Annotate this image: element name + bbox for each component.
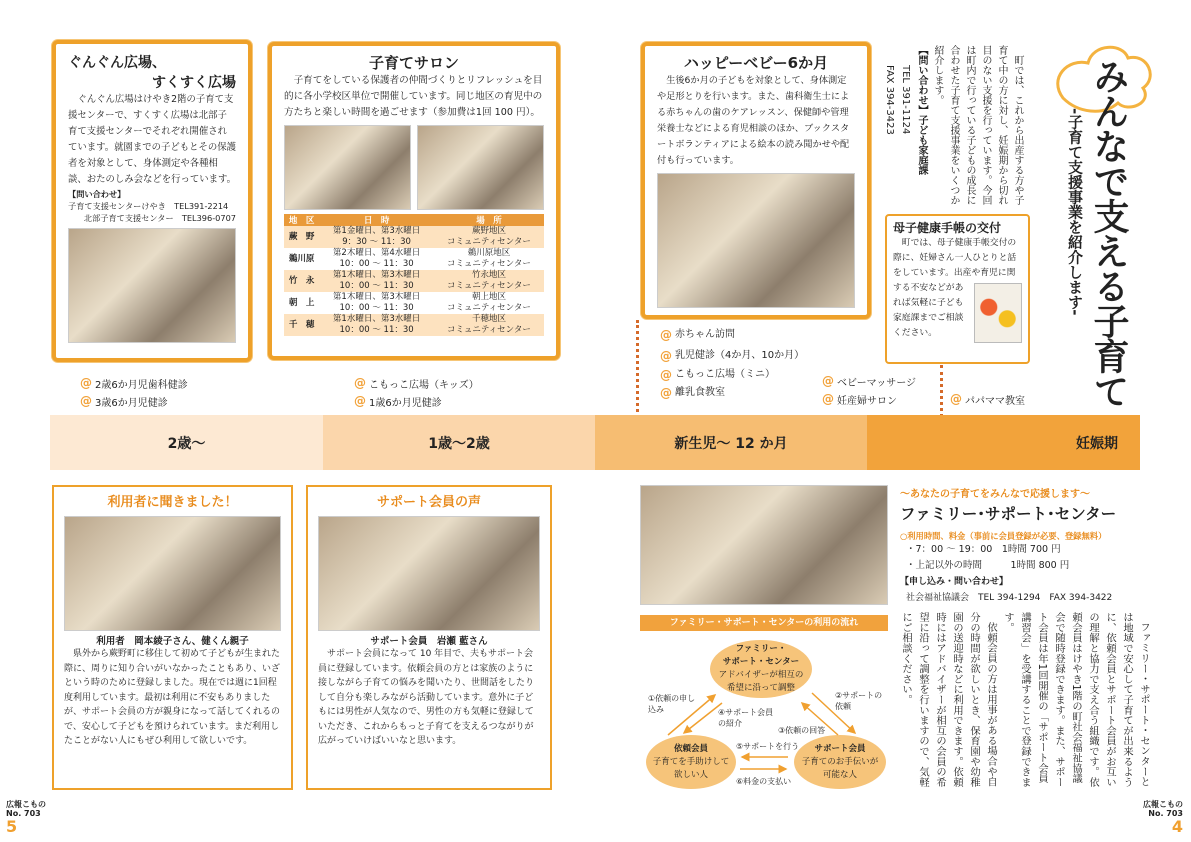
place-text: 朝上地区: [471, 292, 506, 302]
header-date: 日 時: [319, 214, 434, 226]
salon-body: 子育てをしている保護者の仲間づくりとリフレッシュを目的に各小学校区単位で開催しています。同じ地区の育児中の方たちと楽しい時間を過ごせます（参加費は1回 100 円）。: [284, 75, 543, 118]
place-text: 竹永地区: [471, 270, 506, 280]
user-voice-title: 利用者に聞きました！: [107, 495, 238, 510]
date-cell: [319, 270, 434, 292]
user-body: 県外から蕨野町に移住して初めて子どもが生まれた際に、周りに知り合いがいなかったこともあり、いざという時のために登録しました。現在では週に1回程度利用しています。最初は利用に不安もありましたが、サポート会員の方が親身になって話してくれるので、安心して子どもを預けられています。まだ利用したことがない人にもぜひ利用して欲しいです。: [64, 649, 281, 746]
flow-req-line: 欲しい人: [673, 769, 708, 780]
at-icon: @: [80, 394, 92, 408]
at-icon: @: [354, 376, 366, 390]
fsc-title: ファミリー･サポート･センター: [900, 505, 1117, 523]
footer-left-page: 5: [6, 817, 18, 836]
bullet-label: パパママ教室: [965, 395, 1025, 407]
bullets-age1: [354, 374, 479, 410]
area-cell: 朝 上: [288, 297, 315, 308]
salon-photo-1: [284, 125, 411, 210]
time-text: 10：00 ～ 11：30: [339, 303, 414, 313]
table-row: [284, 248, 544, 270]
fsc-fee-label: ○利用時間、料金（事前に会員登録が必要、登録無料）: [900, 531, 1107, 541]
fsc-body-2: 依頼会員の方は用事がある場合や自分の時間が欲しいとき、保育園や幼稚園の送迎時などに利用できます。依頼時にはアドバイザーが相互の会員の希望に沿って調整を行いますので、気軽にご相談ください。: [900, 612, 997, 788]
bullet-label: 3歳6か月児健診: [95, 397, 168, 409]
table-row: [284, 292, 544, 314]
page-subtitle: -子育て支援事業を紹介します-: [1066, 108, 1084, 316]
fsc-contact-label: 【申し込み・問い合わせ】: [900, 577, 1009, 587]
timeline-pregnancy: 妊娠期: [867, 415, 1140, 470]
supporter-voice-box: [306, 485, 552, 790]
place-text: 千穂地区: [471, 314, 506, 324]
place-text-2: コミュニティセンター: [447, 303, 531, 313]
intro-tel: TEL 391-1124: [900, 65, 911, 135]
at-icon: @: [660, 327, 672, 342]
at-icon: @: [822, 374, 834, 388]
supporter-photo: [318, 516, 540, 631]
fsc-contact: 社会福祉協議会 TEL 394-1294 FAX 394-3422: [906, 593, 1113, 603]
gungun-photo: [68, 228, 236, 343]
gungun-body: ぐんぐん広場はけやき2階の子育て支援センターで、すくすく広場は北部子育て支援センターでそれぞれ開催されています。就園までの子どもとその保護者を対象として、身体測定や各種相談、おたのしみ会などを行っています。: [68, 94, 237, 185]
place-cell: [434, 314, 544, 336]
flow-step-5: ⑤サポートを行う: [736, 742, 800, 751]
salon-title: 子育てサロン: [368, 54, 459, 72]
bullet-label: ベビーマッサージ: [837, 377, 916, 389]
flow-center-line: 希望に沿って調整: [726, 683, 795, 693]
boshi-title: 母子健康手帳の交付: [893, 221, 1002, 235]
area-cell: 千 穂: [284, 314, 319, 336]
bullet-item: [354, 374, 479, 392]
bullet-item: [822, 390, 916, 408]
timeline-age1: 1歳～2歳: [323, 415, 595, 470]
date-cell: [319, 226, 434, 248]
time-text: 10：00 ～ 11：30: [339, 325, 414, 335]
salon-photo-2: [417, 125, 544, 210]
gungun-title-1: ぐんぐん広場、: [68, 55, 166, 71]
fsc-body-1: ファミリー・サポート・センターとは地域で安心して子育てが出来るように、依頼会員とサポート会員がお互いの理解と協力で支え合う組織です。依頼会員はけやき1階の町社会福祉協議会で随時登録できます。また、サポート会員は年1回開催の「サポート会員講習会」を受講することで登録できます。: [1002, 612, 1150, 788]
flow-step-3: ③依頼の回答: [778, 726, 826, 735]
date-text: 第1木曜日、第3木曜日: [332, 292, 421, 302]
happy-baby-box: [641, 42, 871, 319]
time-text: 10：00 ～ 11：30: [339, 281, 414, 291]
happy-baby-body: 生後6か月の子どもを対象として、身体測定や足形とりを行います。また、歯科衛生士による赤ちゃんの歯のケアレッスン、保健師や管理栄養士などによる育児相談のほか、ブックスタートボランティアによる絵本の読み聞かせや配付も行っています。: [657, 75, 850, 166]
at-icon: @: [660, 368, 672, 382]
gungun-title-2: すくすく広場: [152, 75, 236, 91]
timeline-age2: 2歳～: [50, 415, 323, 470]
flow-step-1: ①依頼の申し込み: [648, 694, 696, 714]
area-cell: 鵜川原: [288, 253, 315, 264]
area-cell: 竹 永: [284, 270, 319, 292]
user-photo: [64, 516, 281, 631]
fsc-fee-1: ・7：00 ～ 19：00 1時間 700 円: [906, 544, 1061, 555]
bullet-label: こもっこ広場（ミニ）: [675, 369, 775, 380]
bullet-item: [950, 390, 1025, 408]
header-place: 場 所: [434, 214, 544, 226]
date-cell: [319, 314, 434, 336]
footer-right: [1143, 800, 1183, 836]
gungun-box: [52, 40, 252, 362]
boshi-content: [893, 236, 1022, 343]
gungun-contact-1: 子育て支援センターけやき TEL391-2214: [68, 201, 229, 211]
salon-box: [268, 42, 560, 360]
at-icon: @: [80, 376, 92, 390]
user-voice-box: [52, 485, 293, 790]
date-text: 第1金曜日、第3水曜日: [332, 226, 421, 236]
bullet-item: [660, 366, 804, 384]
footer-left: [6, 800, 46, 836]
flow-center-line: ファミリー・: [735, 644, 787, 654]
bullets-preg: [950, 390, 1025, 408]
date-cell: [319, 248, 434, 270]
place-text-2: コミュニティセンター: [447, 281, 531, 291]
flow-step-4: ④サポート会員の紹介: [718, 708, 774, 728]
bullet-item: [354, 392, 479, 410]
place-text-2: コミュニティセンター: [447, 259, 531, 269]
at-icon: @: [354, 394, 366, 408]
fsc-fee-2: ・上記以外の時間 1時間 800 円: [906, 560, 1070, 571]
header-area: 地 区: [284, 214, 319, 226]
bullet-item: [822, 372, 916, 390]
supporter-caption: サポート会員 岩瀬 藍さん: [370, 636, 488, 647]
table-row: [284, 270, 544, 292]
intro-text: 町では、これから出産する方や子育て中の方に対し、妊娠期から切れ目のない支援を行っています。今回は町内で行っている子どもの成長に合わせた子育て支援事業をいくつか紹介します。: [932, 45, 1023, 205]
flow-req-line: 依頼会員: [673, 743, 708, 754]
boshi-box: [885, 214, 1030, 364]
flow-step-2: ②サポートの依頼: [835, 691, 883, 711]
time-text: 9：30 ～ 11：30: [342, 237, 411, 247]
happy-baby-title: ハッピーベビー6か月: [683, 54, 829, 72]
table-row: [284, 314, 544, 336]
date-text: 第1木曜日、第3木曜日: [332, 270, 421, 280]
flow-sup-line: 子育てのお手伝いが: [801, 756, 879, 767]
footer-left-magazine: 広報こもの: [6, 800, 46, 809]
flow-step-6: ⑥料金の支払い: [736, 777, 792, 786]
bullets-age2: [80, 374, 188, 410]
place-text-2: コミュニティセンター: [447, 237, 531, 247]
fsc-flow-diagram: [640, 615, 888, 790]
footer-right-magazine: 広報こもの: [1143, 800, 1183, 809]
salon-schedule-table: [284, 214, 544, 336]
gungun-contact-2: 北部子育て支援センター TEL396-0707: [83, 213, 236, 223]
bullet-label: こもっこ広場（キッズ）: [369, 379, 479, 391]
bullet-label: 乳児健診（4か月、10か月）: [675, 349, 805, 361]
footer-right-issue: No. 703: [1148, 809, 1183, 818]
intro-fax: FAX 394-3423: [884, 65, 895, 135]
date-text: 第2木曜日、第4水曜日: [332, 248, 421, 258]
flow-title: ファミリー・サポート・センターの利用の流れ: [640, 615, 888, 631]
intro: [885, 45, 1025, 205]
at-icon: @: [660, 386, 672, 400]
happy-baby-photo: [657, 173, 855, 308]
place-cell: [434, 248, 544, 270]
bullet-label: 赤ちゃん訪問: [675, 328, 735, 340]
place-text: 蕨野地区: [471, 226, 506, 236]
footer-left-issue: No. 703: [6, 809, 41, 818]
footer-right-page: 4: [1171, 817, 1183, 836]
date-cell: [319, 292, 434, 314]
supporter-voice-title: サポート会員の声: [376, 495, 481, 510]
bullet-item: [80, 392, 188, 410]
fsc-info: [900, 485, 1150, 603]
place-cell: [434, 270, 544, 292]
bullet-label: 2歳6か月児歯科健診: [95, 379, 188, 391]
timeline-newborn: 新生児～ 12 か月: [595, 415, 867, 470]
boshi-body: 町では、母子健康手帳交付の際に、妊婦さん一人ひとりと話をしています。出産や育児に関する不安などがあれば気軽に子ども家庭課までご相談ください。: [893, 238, 1017, 338]
flow-sup-line: 可能な人: [822, 769, 857, 780]
place-cell: [434, 226, 544, 248]
bullets-newborn-2: [822, 372, 916, 408]
place-text-2: コミュニティセンター: [447, 325, 531, 335]
bullet-item: [660, 345, 804, 366]
flow-sup-line: サポート会員: [814, 743, 866, 754]
flow-req-line: 子育てを手助けして: [652, 756, 730, 767]
fsc-description: [902, 612, 1152, 792]
bullet-item: [660, 324, 804, 345]
time-text: 10：00 ～ 11：30: [339, 259, 414, 269]
dotted-connector-1: [636, 320, 639, 430]
bullet-label: 離乳食教室: [675, 387, 725, 398]
at-icon: @: [660, 348, 672, 363]
flow-center-line: サポート・センター: [722, 657, 800, 667]
bullet-label: 1歳6か月児健診: [369, 397, 442, 409]
bullet-label: 妊産婦サロン: [837, 395, 897, 407]
bullet-item: [80, 374, 188, 392]
place-text: 鵜川原地区: [467, 248, 511, 258]
gungun-contact-label: 【問い合わせ】: [68, 189, 126, 199]
intro-contact: 【問い合わせ】子ども家庭課: [916, 45, 927, 175]
page-title: みんなで支える子育て: [1088, 58, 1129, 408]
user-caption: 利用者 岡本綾子さん、健くん親子: [96, 636, 249, 647]
bullet-item: [660, 384, 804, 402]
fsc-photo: [640, 485, 888, 605]
flow-center-line: アドバイザーが相互の: [718, 670, 804, 680]
bullets-newborn: [660, 324, 804, 402]
date-text: 第1水曜日、第3水曜日: [332, 314, 421, 324]
at-icon: @: [822, 392, 834, 406]
supporter-body: サポート会員になって 10 年目で、夫もサポート会員に登録しています。依頼会員の方とは家族のように接しながら子育ての悩みを聞いたり、世間話をしたりして自分も楽しみながら活動しています。意外に子どもには男性が人気なので、男性の方も気軽に登録していただき、これからもっと子育てを支えるつながりが広がっていけばいいなと思います。: [318, 649, 535, 746]
place-cell: [434, 292, 544, 314]
at-icon: @: [950, 392, 962, 406]
boshi-handbook-image: [974, 283, 1022, 343]
table-row: [284, 226, 544, 248]
area-cell: 蕨 野: [284, 226, 319, 248]
fsc-tagline: ～あなたの子育てをみんなで応援します～: [900, 489, 1090, 500]
